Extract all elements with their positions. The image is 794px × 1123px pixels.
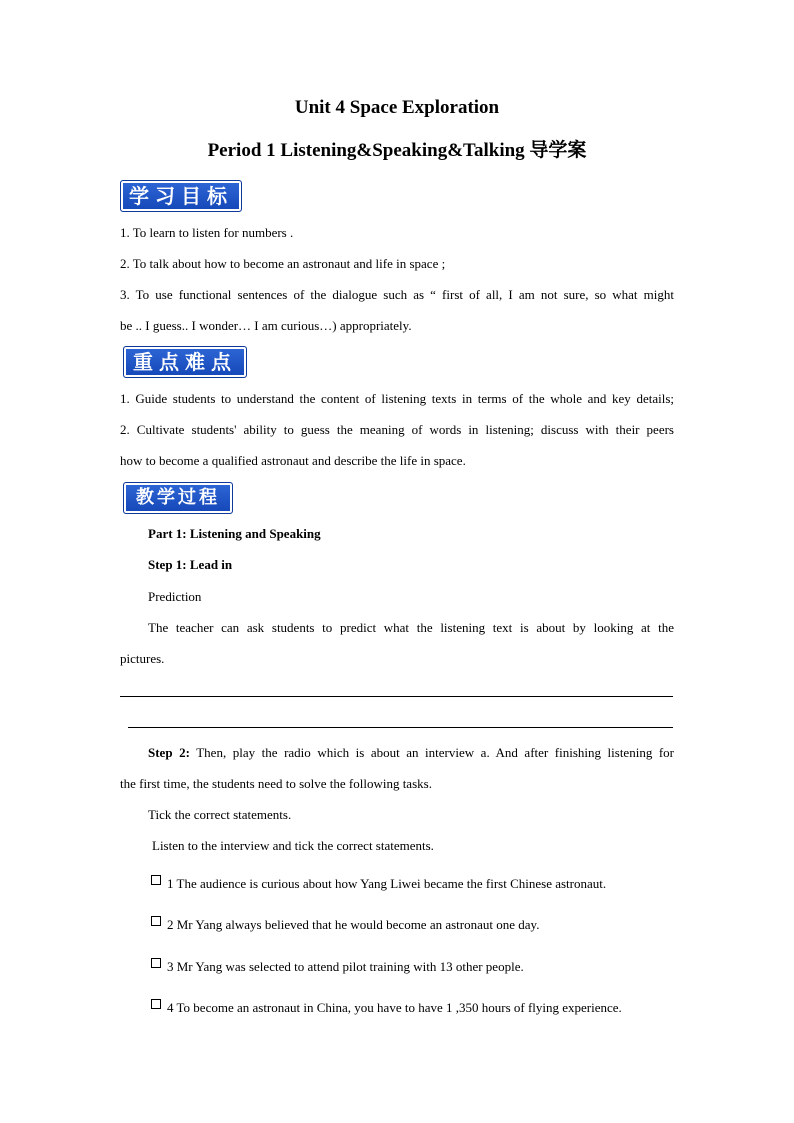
checkbox-icon[interactable] bbox=[151, 999, 161, 1009]
prediction-text: pictures. bbox=[120, 651, 165, 666]
key-point-item: 1. Guide students to understand the content of listening texts in terms of the whole and key details; bbox=[120, 391, 674, 406]
checkbox-icon[interactable] bbox=[151, 916, 161, 926]
step2-heading: Step 2: bbox=[148, 745, 190, 760]
objective-item: be .. I guess.. I wonder… I am curious…) appropriately. bbox=[120, 318, 412, 333]
step2-text: the first time, the students need to solve the following tasks. bbox=[120, 776, 432, 791]
listen-instruction: Listen to the interview and tick the correct statements. bbox=[152, 838, 434, 853]
statement-text: 3 Mr Yang was selected to attend pilot training with 13 other people. bbox=[167, 959, 524, 974]
statement-item bbox=[151, 917, 677, 933]
objective-item: 3. To use functional sentences of the dialogue such as “ first of all, I am not sure, so what might bbox=[120, 287, 674, 302]
part1-heading: Part 1: Listening and Speaking bbox=[148, 526, 321, 541]
tick-instruction: Tick the correct statements. bbox=[148, 807, 292, 822]
checkbox-icon[interactable] bbox=[151, 958, 161, 968]
statement-item bbox=[151, 1000, 677, 1016]
step1-heading: Step 1: Lead in bbox=[148, 557, 233, 572]
statement-text: 1 The audience is curious about how Yang Liwei became the first Chinese astronaut. bbox=[167, 876, 607, 891]
objective-item: 1. To learn to listen for numbers . bbox=[120, 225, 294, 240]
statement-text: 4 To become an astronaut in China, you have to have 1 ,350 hours of flying experience. bbox=[167, 1000, 622, 1015]
prediction-label: Prediction bbox=[148, 589, 202, 604]
key-point-item: 2. Cultivate students' ability to guess the meaning of words in listening; discuss with their peers bbox=[120, 422, 674, 437]
document-title: Unit 4 Space Exploration bbox=[294, 97, 500, 118]
checkbox-icon[interactable] bbox=[151, 875, 161, 885]
statement-item bbox=[151, 959, 677, 975]
step2-paragraph bbox=[148, 745, 674, 761]
step2-text: Then, play the radio which is about an interview a. And after finishing listening for bbox=[189, 745, 675, 760]
statement-item bbox=[151, 876, 677, 892]
objective-item: 2. To talk about how to become an astronaut and life in space ; bbox=[120, 256, 446, 271]
statement-text: 2 Mr Yang always believed that he would become an astronaut one day. bbox=[167, 917, 540, 932]
key-points-badge: 重点难点 bbox=[123, 346, 247, 378]
answer-line bbox=[128, 727, 673, 728]
key-point-item: how to become a qualified astronaut and describe the life in space. bbox=[120, 453, 466, 468]
document-subtitle: Period 1 Listening&Speaking&Talking 导学案 bbox=[207, 140, 587, 161]
answer-line bbox=[120, 696, 673, 697]
prediction-text: The teacher can ask students to predict what the listening text is about by looking at the bbox=[148, 620, 674, 635]
process-badge: 教学过程 bbox=[123, 482, 233, 514]
objectives-badge: 学习目标 bbox=[120, 180, 242, 212]
